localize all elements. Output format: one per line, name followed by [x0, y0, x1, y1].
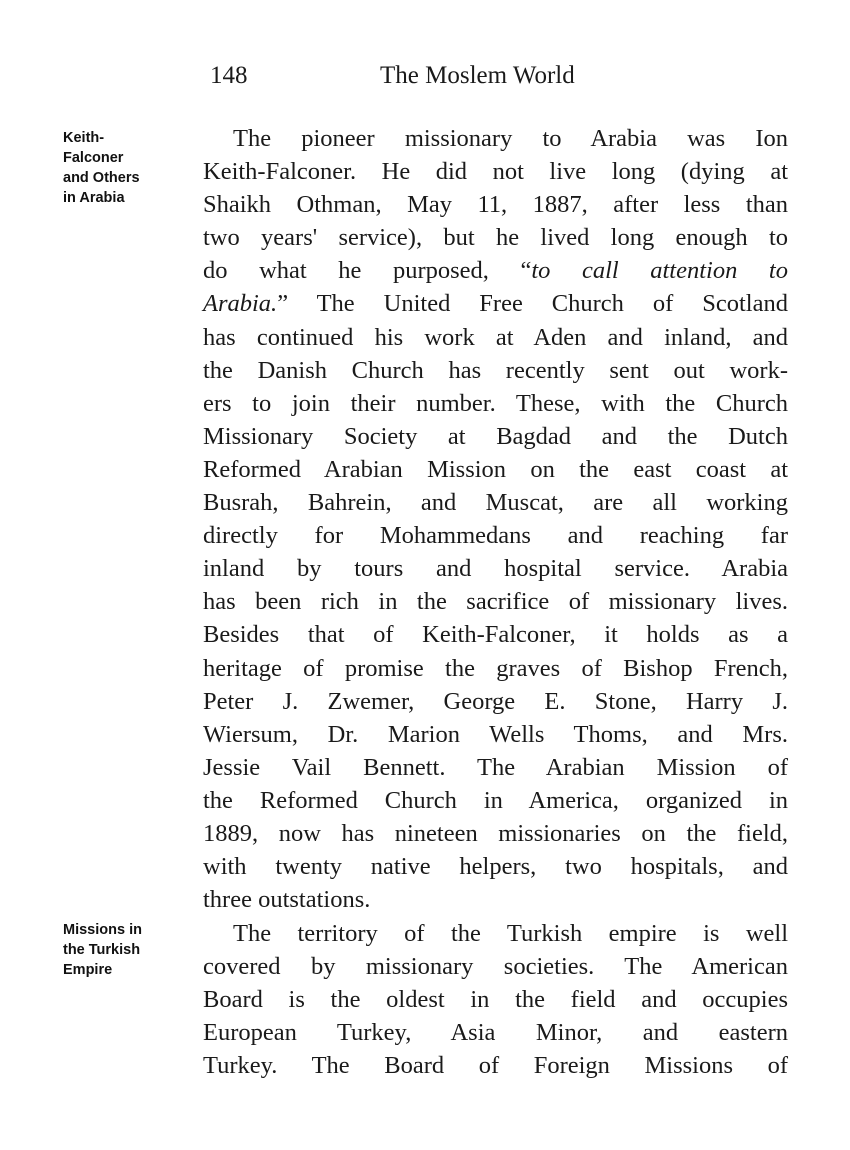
text-line: Turkey. The Board of Foreign Missions of [203, 1052, 788, 1080]
text-line: Missionary Society at Bagdad and the Dutch [203, 422, 788, 450]
running-head [200, 62, 620, 96]
sidenote-line: Falconer [63, 150, 124, 166]
italic-quote: to call attention to [531, 257, 788, 285]
text-line: Busrah, Bahrein, and Muscat, are all working [203, 489, 788, 517]
sidenote-line: Keith- [63, 130, 105, 146]
running-title: The Moslem World [380, 62, 575, 89]
text-line: three outstations. [203, 886, 371, 914]
text-line: The territory of the Turkish empire is well [233, 920, 788, 947]
text-line: European Turkey, Asia Minor, and eastern [203, 1019, 788, 1047]
text-line: has been rich in the sacrifice of missionary lives. [203, 588, 788, 616]
sidenote-line: and Others [63, 170, 140, 186]
text-line: the Danish Church has recently sent out work- [203, 356, 788, 384]
text-line [203, 287, 788, 320]
sidenote-keith-falconer [63, 128, 183, 208]
text-fragment: ” The United Free Church of Scotland [277, 290, 788, 318]
text-line: Jessie Vail Bennett. The Arabian Mission of [203, 753, 788, 781]
text-line: ers to join their number. These, with the Church [203, 389, 788, 417]
text-line: The pioneer missionary to Arabia was Ion [233, 125, 788, 152]
text-line: inland by tours and hospital service. Arabia [203, 555, 788, 583]
text-line: Reformed Arabian Mission on the east coast at [203, 455, 788, 483]
text-line: 1889, now has nineteen missionaries on the field, [203, 819, 788, 847]
text-line: two years' service), but he lived long enough to [203, 224, 788, 252]
text-line: directly for Mohammedans and reaching far [203, 522, 788, 550]
text-line: covered by missionary societies. The American [203, 953, 788, 981]
text-line: Shaikh Othman, May 11, 1887, after less than [203, 191, 788, 219]
italic-quote: Arabia. [203, 290, 278, 318]
paragraph-arabia [203, 122, 788, 916]
text-fragment: do what he purposed, “ [203, 257, 532, 285]
sidenote-line: in Arabia [63, 190, 125, 206]
text-line: Keith-Falconer. He did not live long (dying at [203, 158, 788, 186]
sidenote-turkish-empire [63, 920, 183, 980]
text-line: Board is the oldest in the field and occupies [203, 986, 788, 1014]
sidenote-line: the Turkish [63, 942, 141, 958]
text-line: heritage of promise the graves of Bishop French, [203, 654, 788, 682]
sidenote-line: Empire [63, 962, 113, 978]
text-line: Wiersum, Dr. Marion Wells Thoms, and Mrs. [203, 720, 788, 748]
page-number: 148 [210, 62, 248, 89]
text-line [203, 254, 788, 287]
sidenote-line: Missions in [63, 922, 142, 938]
text-line: has continued his work at Aden and inland, and [203, 323, 788, 351]
text-line: Peter J. Zwemer, George E. Stone, Harry J. [203, 687, 788, 715]
text-line: with twenty native helpers, two hospitals, and [203, 853, 788, 881]
text-line: Besides that of Keith-Falconer, it holds as a [203, 621, 788, 649]
text-line: the Reformed Church in America, organized in [203, 786, 788, 814]
paragraph-turkey [203, 917, 788, 1082]
